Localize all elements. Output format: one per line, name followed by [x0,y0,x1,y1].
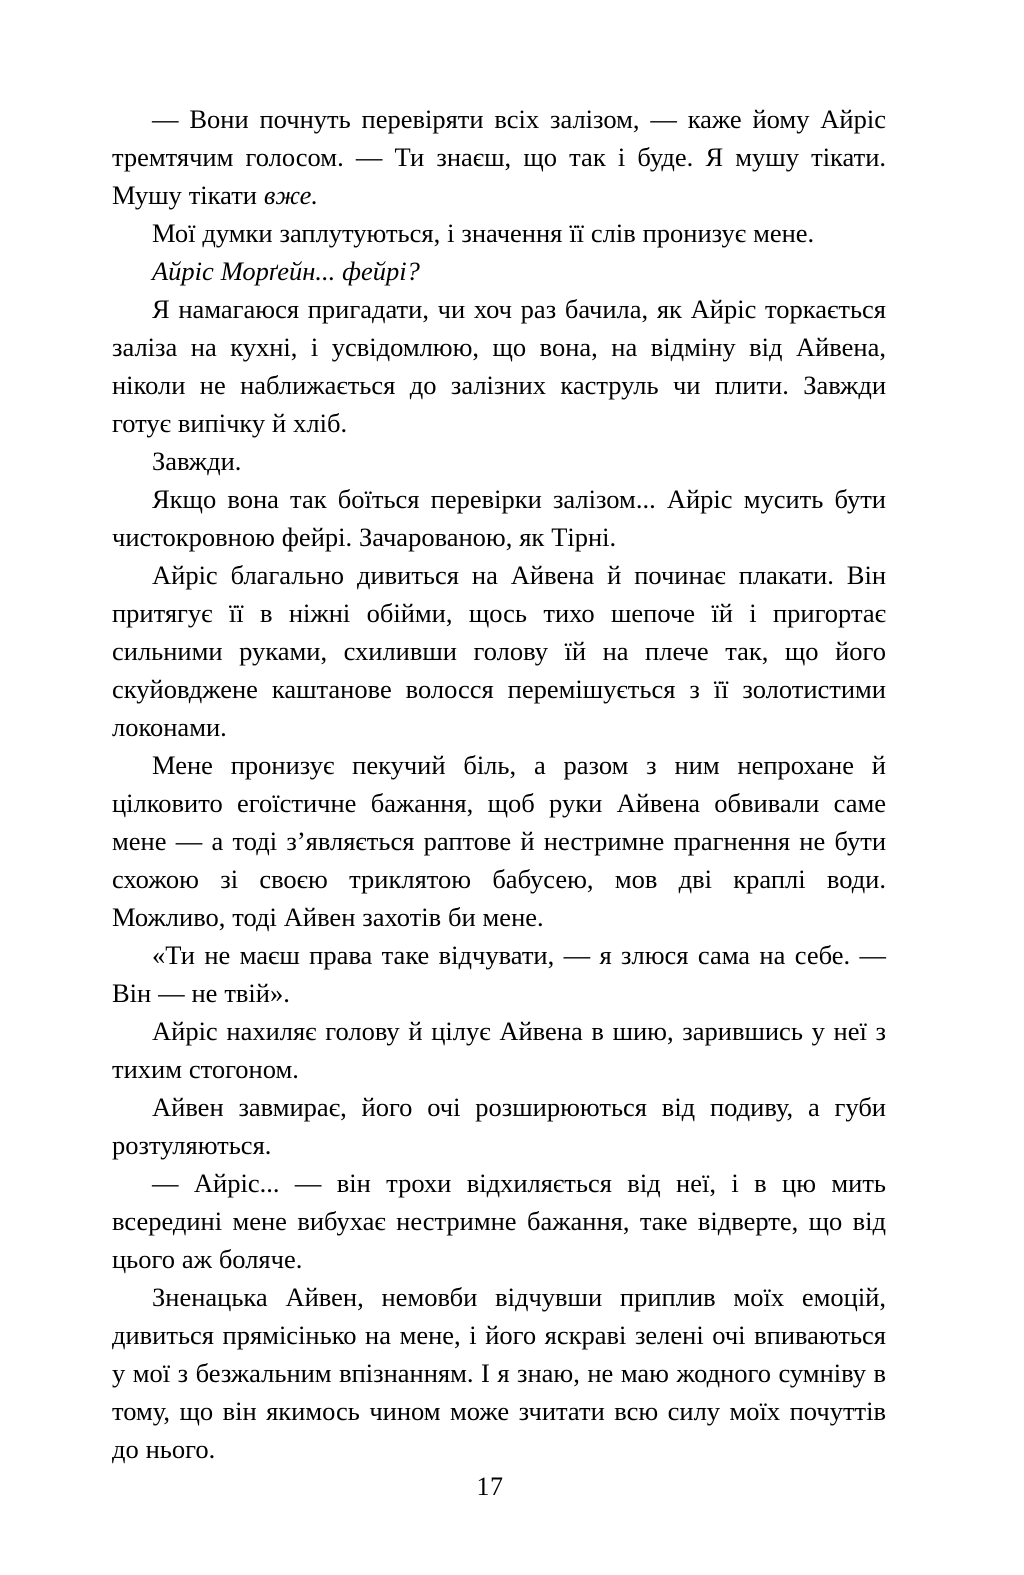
paragraph: Я намагаюся пригадати, чи хоч раз бачила, як Айріс торкається заліза на кухні, і усвідомлюю, що вона, на відміну від Айвена, ніколи не наближається до залізних каструль чи плити. Завжди готує випічку й хліб. [112,294,886,438]
paragraph: Мої думки заплутуються, і значення її слів пронизує мене. [152,218,815,248]
paragraph: Завжди. [152,446,242,476]
page-number: 17 [476,1472,504,1501]
paragraph [112,100,886,214]
emphasized-text: вже. [263,180,319,210]
paragraph: Айвен завмирає, його очі розширюються від подиву, а губи розтуляються. [112,1092,886,1160]
body-text-column [112,100,886,1468]
paragraph: Якщо вона так боїться перевірки залізом... Айріс мусить бути чистокровною фейрі. Зачарованою, як Тірні. [112,484,886,552]
paragraph: Мене пронизує пекучий біль, а разом з ним непрохане й цілковито егоїстичне бажання, щоб руки Айвена обвивали саме мене — а тоді з’являється раптове й нестримне прагнення не бути схожою зі своєю триклятою бабусею, мов дві краплі води. Можливо, тоді Айвен захотів би мене. [112,750,886,932]
paragraph: Зненацька Айвен, немовби відчувши приплив моїх емоцій, дивиться прямісінько на мене, і його яскраві зелені очі впиваються у мої з безжальним впізнанням. І я знаю, не маю жодного сумніву в тому, що він якимось чином може зчитати всю силу моїх почуттів до нього. [112,1282,886,1464]
paragraph-italic-thought: Айріс Морґейн... фейрі? [152,256,420,286]
paragraph: — Айріс... — він трохи відхиляється від неї, і в цю мить всередині мене вибухає нестримне бажання, таке відверте, що від цього аж боляче. [112,1168,886,1274]
paragraph-text: — Вони почнуть перевіряти всіх залізом, — каже йому Айріс тремтячим голосом. — Ти знаєш, що так і буде. Я мушу тікати. Мушу тікати [112,104,886,210]
paragraph: «Ти не маєш права таке відчувати, — я злюся сама на себе. — Він — не твій». [112,940,886,1008]
paragraph: Айріс благально дивиться на Айвена й починає плакати. Він притягує її в ніжні обійми, щось тихо шепоче їй і пригортає сильними руками, схиливши голову їй на плече так, що його скуйовджене каштанове волосся перемішується з її золотистими локонами. [112,560,886,742]
paragraph: Айріс нахиляє голову й цілує Айвена в шию, зарившись у неї з тихим стогоном. [112,1016,886,1084]
